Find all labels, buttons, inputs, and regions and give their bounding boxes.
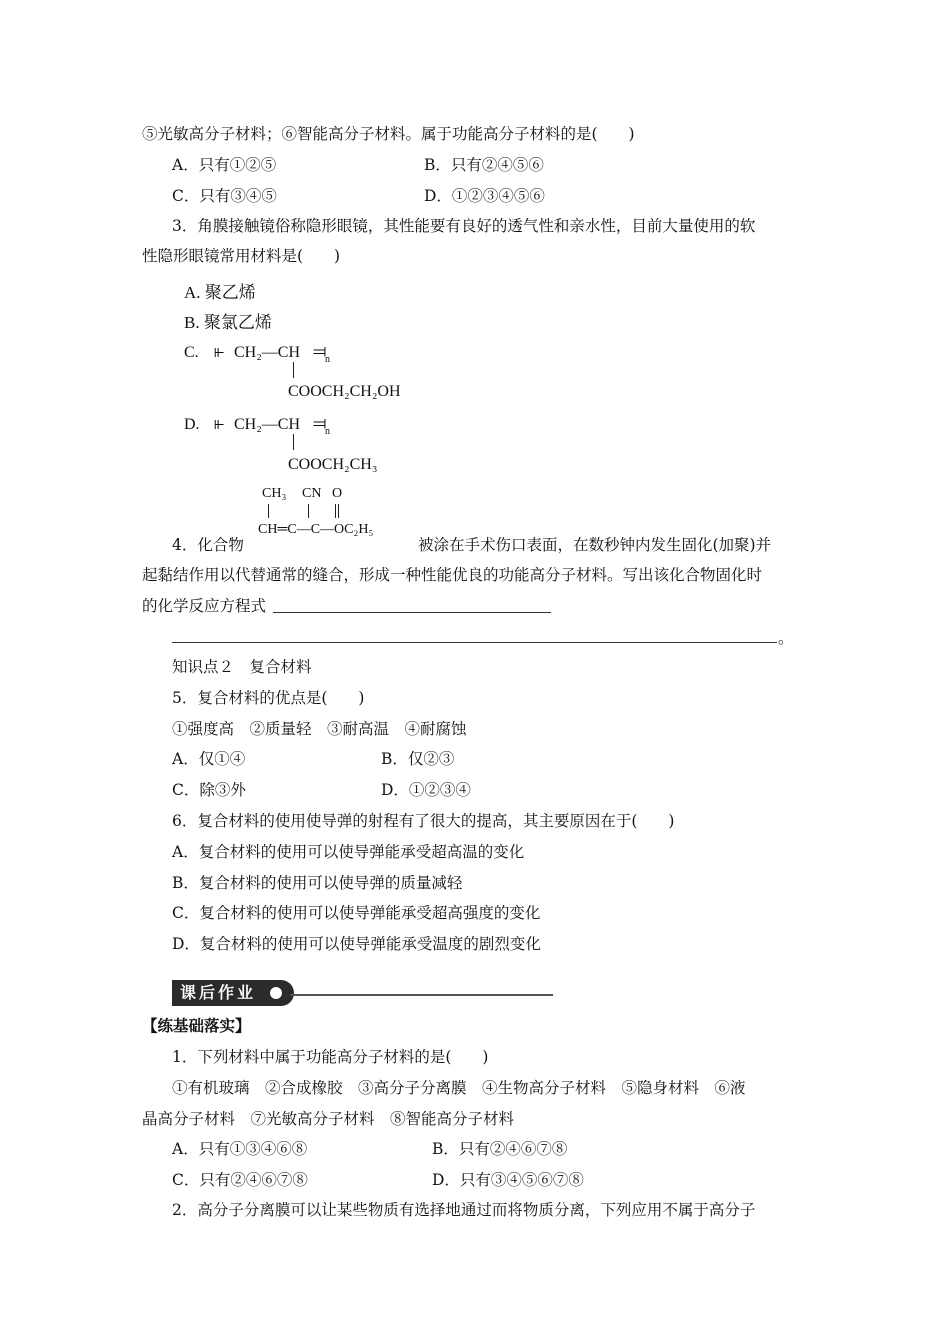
- bracket-right: ⫤: [313, 413, 327, 433]
- q6-option-d: D．复合材料的使用可以使导弹能承受温度的剧烈变化: [172, 935, 541, 953]
- option-d: D．①②③④⑤⑥: [424, 187, 545, 205]
- methyl-group: CH₃: [262, 486, 287, 501]
- q4-prefix: 4．化合物: [172, 536, 244, 554]
- bracket-left: ⫦: [214, 413, 225, 433]
- answer-blank: [273, 612, 551, 613]
- double-bond-line: [338, 504, 339, 518]
- bond-line: [268, 504, 269, 518]
- q3-stem-cont: 性隐形眼镜常用材料是( ): [142, 247, 341, 265]
- bond-line: [308, 504, 309, 518]
- hq1-option-b: B．只有②④⑥⑦⑧: [432, 1140, 568, 1158]
- monomer-backbone: CH═C—C—OC₂H₅: [258, 522, 374, 537]
- q5-option-b: B．仅②③: [381, 750, 455, 768]
- q4-stem-cont: 起黏结作用以代替通常的缝合，形成一种性能优良的功能高分子材料。写出该化合物固化时: [142, 566, 763, 584]
- q6-option-a: A．复合材料的使用可以使导弹能承受超高温的变化: [172, 843, 525, 861]
- q3-option-d-label: D.: [184, 416, 200, 433]
- hq1-option-d: D．只有③④⑤⑥⑦⑧: [432, 1171, 584, 1189]
- q5-option-d: D．①②③④: [381, 781, 471, 799]
- answer-blank: [172, 642, 777, 643]
- q4-stem: 被涂在手术伤口表面，在数秒钟内发生固化(加聚)并: [418, 536, 772, 554]
- q3-stem: 3．角膜接触镜俗称隐形眼镜，其性能要有良好的透气性和亲水性，目前大量使用的软: [172, 217, 756, 235]
- subscript-n: n: [325, 354, 330, 365]
- option-c: C．只有③④⑤: [172, 187, 277, 205]
- q4-stem-cont2: 的化学反应方程式: [142, 597, 267, 615]
- q5-stem: 5．复合材料的优点是( ): [172, 689, 365, 707]
- q6-stem: 6．复合材料的使用使导弹的射程有了很大的提高，其主要原因在于( ): [172, 812, 675, 830]
- q3-option-c-label: C.: [184, 344, 199, 361]
- polymer-chain-d: CH₂—CH: [234, 416, 301, 433]
- polymer-chain-c: CH₂—CH: [234, 344, 301, 361]
- q5-option-a: A．仅①④: [172, 750, 246, 768]
- bond-line: [293, 362, 294, 378]
- hq1-option-a: A．只有①③④⑥⑧: [172, 1140, 308, 1158]
- bond-line: [293, 434, 294, 450]
- q3-option-b: B. 聚氯乙烯: [184, 313, 272, 332]
- oxygen-atom: O: [332, 486, 343, 501]
- option-a: A．只有①②⑤: [172, 156, 277, 174]
- end-mark: 。: [778, 629, 794, 647]
- q5-items: ①强度高 ②质量轻 ③耐高温 ④耐腐蚀: [172, 720, 467, 738]
- bullet-dot-icon: [270, 987, 282, 999]
- subscript-n: n: [325, 426, 330, 437]
- q6-option-c: C．复合材料的使用可以使导弹能承受超高强度的变化: [172, 904, 541, 922]
- q5-option-c: C．除③外: [172, 781, 246, 799]
- substituent-c: COOCH₂CH₂OH: [288, 383, 401, 400]
- substituent-d: COOCH₂CH₃: [288, 456, 378, 473]
- cyano-group: CN: [302, 486, 322, 501]
- homework-banner-label: 课后作业: [180, 983, 257, 1002]
- hq1-items-cont: 晶高分子材料 ⑦光敏高分子材料 ⑧智能高分子材料: [142, 1110, 515, 1128]
- bracket-left: ⫦: [214, 341, 225, 361]
- option-b: B．只有②④⑤⑥: [424, 156, 544, 174]
- section-heading: 【练基础落实】: [142, 1016, 251, 1035]
- hq2-stem: 2．高分子分离膜可以让某些物质有选择地通过而将物质分离，下列应用不属于高分子: [172, 1201, 756, 1219]
- question-line: ⑤光敏高分子材料；⑥智能高分子材料。属于功能高分子材料的是( ): [142, 125, 635, 143]
- hq1-items: ①有机玻璃 ②合成橡胶 ③高分子分离膜 ④生物高分子材料 ⑤隐身材料 ⑥液: [172, 1079, 746, 1097]
- hq1-option-c: C．只有②④⑥⑦⑧: [172, 1171, 308, 1189]
- q3-option-a: A. 聚乙烯: [184, 283, 256, 302]
- q6-option-b: B．复合材料的使用可以使导弹的质量减轻: [172, 874, 463, 892]
- double-bond-line: [335, 504, 336, 518]
- bracket-right: ⫤: [313, 341, 327, 361]
- divider: [290, 994, 553, 996]
- hq1-stem: 1．下列材料中属于功能高分子材料的是( ): [172, 1048, 489, 1066]
- section-title: 知识点２ 复合材料: [172, 658, 312, 676]
